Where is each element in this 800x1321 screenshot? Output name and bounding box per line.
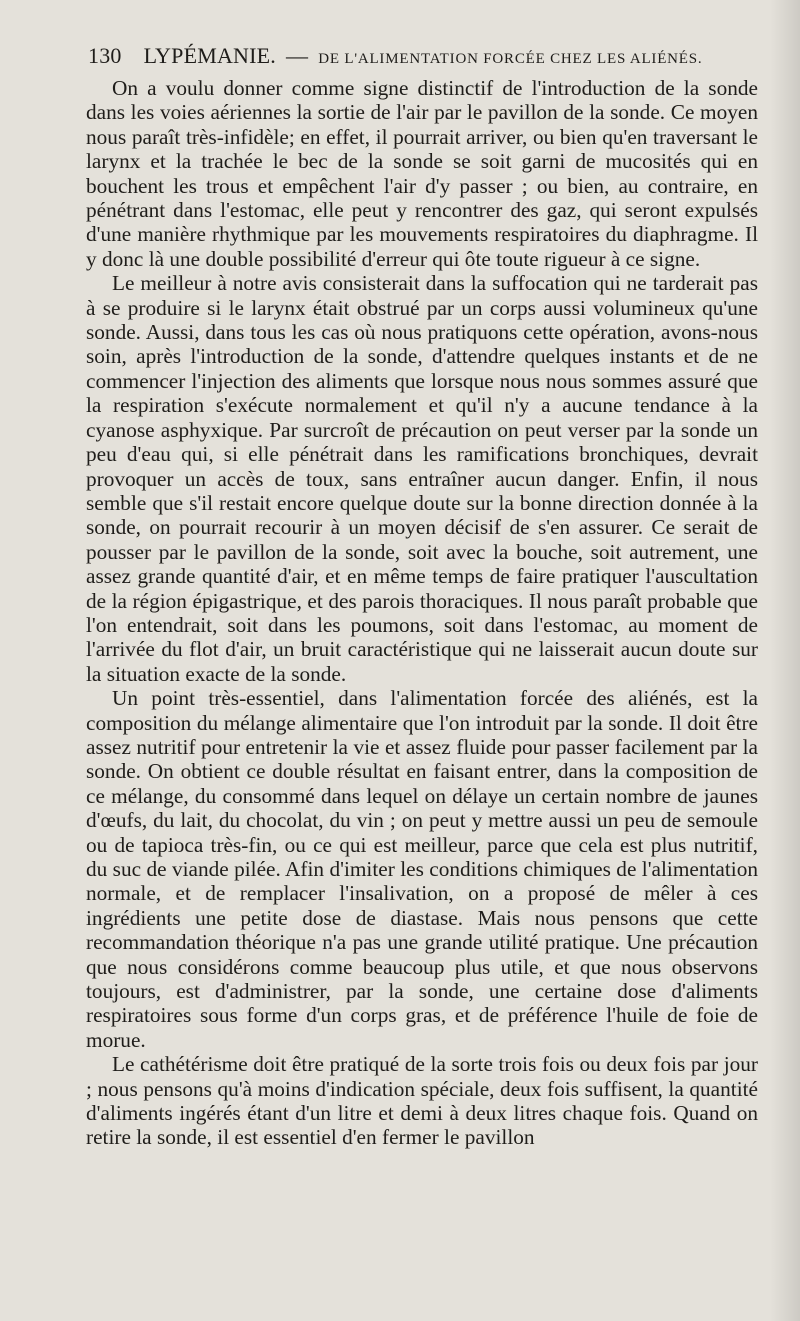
paragraph: Un point très-essentiel, dans l'alimentation forcée des aliénés, est la composition du mélange alimentaire que l'on introduit par la sonde. Il doit être assez nutritif pour entretenir la vie et assez fluide pour passer facilement par la sonde. On obtient ce double résultat en faisant entrer, dans la composition de ce mélange, du consommé dans lequel on délaye un certain nombre de jaunes d'œufs, du lait, du chocolat, du vin ; on peut y mettre aussi un peu de semoule ou de tapioca très-fin, ou ce qui est meilleur, parce que cela est plus nutritif, du suc de viande pilée. Afin d'imiter les conditions chimiques de l'alimentation normale, et de remplacer l'insalivation, on a proposé de mêler à ces ingrédients une petite dose de diastase. Mais nous pensons que cette recommandation théorique n'a pas une grande utilité pratique. Une précaution que nous considérons comme beaucoup plus utile, et que nous observons toujours, est d'administrer, par la sonde, une certaine dose d'aliments respiratoires sous forme d'un corps gras, et de préférence l'huile de foie de morue. <box>86 686 758 1052</box>
paragraph: Le meilleur à notre avis consisterait dans la suffocation qui ne tarderait pas à se produire si le larynx était obstrué par un corps aussi volumineux qu'une sonde. Aussi, dans tous les cas où nous pratiquons cette opération, avons-nous soin, après l'introduction de la sonde, d'attendre quelques instants et de ne commencer l'injection des aliments que lorsque nous nous sommes assuré que la respiration s'exécute normalement et qu'il n'y a aucune tendance à la cyanose asphyxique. Par surcroît de précaution on peut verser par la sonde un peu d'eau qui, si elle pénétrait dans les ramifications bronchiques, devrait provoquer un accès de toux, sans entraîner aucun danger. Enfin, il nous semble que s'il restait encore quelque doute sur la bonne direction donnée à la sonde, on pourrait recourir à un moyen décisif de s'en assurer. Ce serait de pousser par le pavillon de la sonde, soit avec la bouche, soit autrement, une assez grande quantité d'air, et en même temps de faire pratiquer l'auscultation de la région épigastrique, et des parois thoraciques. Il nous paraît probable que l'on entendrait, soit dans les poumons, soit dans l'estomac, au moment de l'arrivée du flot d'air, un bruit caractéristique qui ne laisserait aucun doute sur la situation exacte de la sonde. <box>86 271 758 686</box>
running-title: LYPÉMANIE. <box>143 43 277 68</box>
paragraph: On a voulu donner comme signe distinctif de l'introduction de la sonde dans les voies aériennes la sortie de l'air par le pavillon de la sonde. Ce moyen nous paraît très-infidèle; en effet, il pourrait arriver, ou bien qu'en traversant le larynx et la trachée le bec de la sonde se soit garni de mucosités qui en bouchent les trous et empêchent l'air d'y passer ; ou bien, au contraire, en pénétrant dans l'estomac, elle peut y rencontrer des gaz, qui seront expulsés d'une manière rhythmique par les mouvements respiratoires du diaphragme. Il y donc là une double possibilité d'erreur qui ôte toute rigueur à ce signe. <box>86 76 758 271</box>
running-header <box>88 42 768 73</box>
page-edge-shadow <box>770 0 800 1321</box>
paragraph: Le cathétérisme doit être pratiqué de la sorte trois fois ou deux fois par jour ; nous pensons qu'à moins d'indication spéciale, deux fois suffisent, la quantité d'aliments ingérés étant d'un litre et demi à deux litres chaque fois. Quand on retire la sonde, il est essentiel d'en fermer le pavillon <box>86 1052 758 1150</box>
body-text <box>86 76 758 1150</box>
header-separator: — <box>286 43 309 68</box>
running-subtitle: DE L'ALIMENTATION FORCÉE CHEZ LES ALIÉNÉS. <box>318 51 703 67</box>
page-number: 130 <box>88 43 122 68</box>
